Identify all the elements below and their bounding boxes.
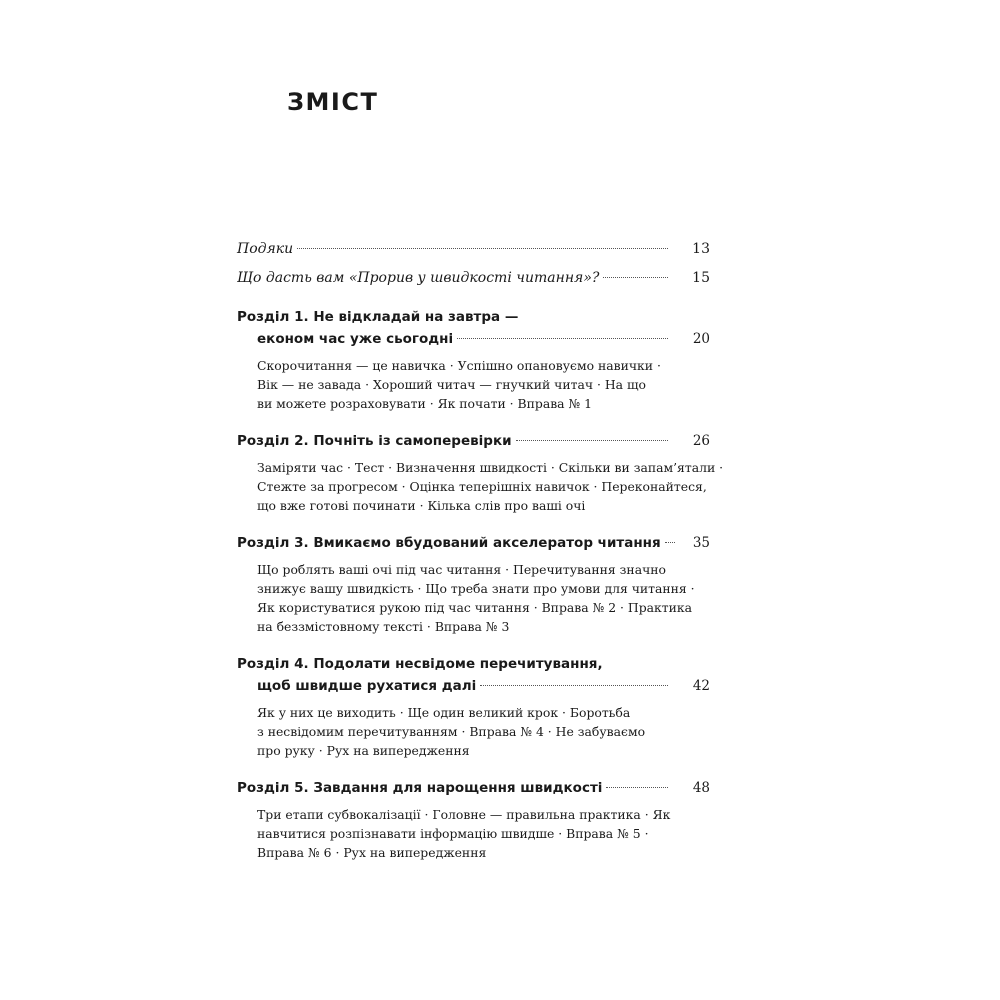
dot-leader <box>516 440 668 441</box>
chapter-topics <box>237 560 710 636</box>
chapter-heading[interactable] <box>237 653 710 697</box>
chapter-heading[interactable] <box>237 532 710 554</box>
topics-line: що вже готові починати · Кілька слів про ваші очі <box>257 498 586 513</box>
topics-line: Заміряти час · Тест · Визначення швидкості · Скільки ви запам’ятали · <box>257 460 724 475</box>
page-number: 42 <box>692 678 710 694</box>
toc-chapter-5 <box>237 777 710 862</box>
topics-line: Вправа № 6 · Рух на випередження <box>257 845 487 860</box>
chapter-title-line: Розділ 1. Не відкладай на завтра — <box>237 309 519 325</box>
topics-line: знижує вашу швидкість · Що треба знати про умови для читання · <box>257 581 695 596</box>
topics-line: про руку · Рух на випередження <box>257 743 470 758</box>
dot-leader <box>297 248 668 249</box>
chapter-heading[interactable] <box>237 777 710 799</box>
toc-chapter-4 <box>237 653 710 760</box>
topics-line: Стежте за прогресом · Оцінка теперішніх навичок · Переконайтеся, <box>257 479 707 494</box>
dot-leader <box>480 685 668 686</box>
page-number: 13 <box>692 241 710 257</box>
page-number: 35 <box>692 535 710 551</box>
topics-line: Як користуватися рукою під час читання · Вправа № 2 · Практика <box>257 600 693 615</box>
dot-leader <box>457 338 668 339</box>
page-number: 20 <box>692 331 710 347</box>
toc-entry-label: Що дасть вам «Прорив у швидкості читання»? <box>237 270 600 286</box>
chapter-title-line: Розділ 5. Завдання для нарощення швидкості <box>237 780 603 796</box>
topics-line: Вік — не завада · Хороший читач — гнучкий читач · На що <box>257 377 646 392</box>
toc-chapter-3 <box>237 532 710 636</box>
page-number: 26 <box>692 433 710 449</box>
chapter-topics <box>237 458 724 515</box>
table-of-contents <box>237 238 724 862</box>
dot-leader <box>606 787 668 788</box>
page-number: 15 <box>692 270 710 286</box>
topics-line: Що роблять ваші очі під час читання · Перечитування значно <box>257 562 666 577</box>
chapter-heading[interactable] <box>237 430 710 452</box>
chapter-topics <box>237 356 710 413</box>
page-number: 48 <box>692 780 710 796</box>
topics-line: з несвідомим перечитуванням · Вправа № 4 · Не забуваємо <box>257 724 646 739</box>
topics-line: на беззмістовному тексті · Вправа № 3 <box>257 619 510 634</box>
chapter-title-line: щоб швидше рухатися далі <box>257 678 477 694</box>
topics-line: Три етапи субвокалізації · Головне — правильна практика · Як <box>257 807 671 822</box>
chapter-title-line: Розділ 3. Вмикаємо вбудований акселератор читання <box>237 535 661 551</box>
topics-line: навчитися розпізнавати інформацію швидше · Вправа № 5 · <box>257 826 649 841</box>
toc-entry-acknowledgements[interactable] <box>237 238 710 260</box>
dot-leader <box>603 277 668 278</box>
toc-chapter-2 <box>237 430 724 515</box>
chapter-heading[interactable] <box>237 306 710 350</box>
chapter-topics <box>237 703 710 760</box>
chapter-topics <box>237 805 710 862</box>
dot-leader <box>665 542 675 543</box>
topics-line: Як у них це виходить · Ще один великий крок · Боротьба <box>257 705 631 720</box>
chapter-title-line: економ час уже сьогодні <box>257 331 454 347</box>
toc-entry-label: Подяки <box>237 241 294 257</box>
toc-entry-introduction[interactable] <box>237 267 710 289</box>
page-title: ЗМІСТ <box>287 88 379 116</box>
topics-line: Скорочитання — це навичка · Успішно опановуємо навички · <box>257 358 661 373</box>
topics-line: ви можете розраховувати · Як почати · Вправа № 1 <box>257 396 593 411</box>
chapter-title-line: Розділ 2. Почніть із самоперевірки <box>237 433 512 449</box>
chapter-title-line: Розділ 4. Подолати несвідоме перечитування, <box>237 656 603 672</box>
toc-chapter-1 <box>237 306 710 413</box>
